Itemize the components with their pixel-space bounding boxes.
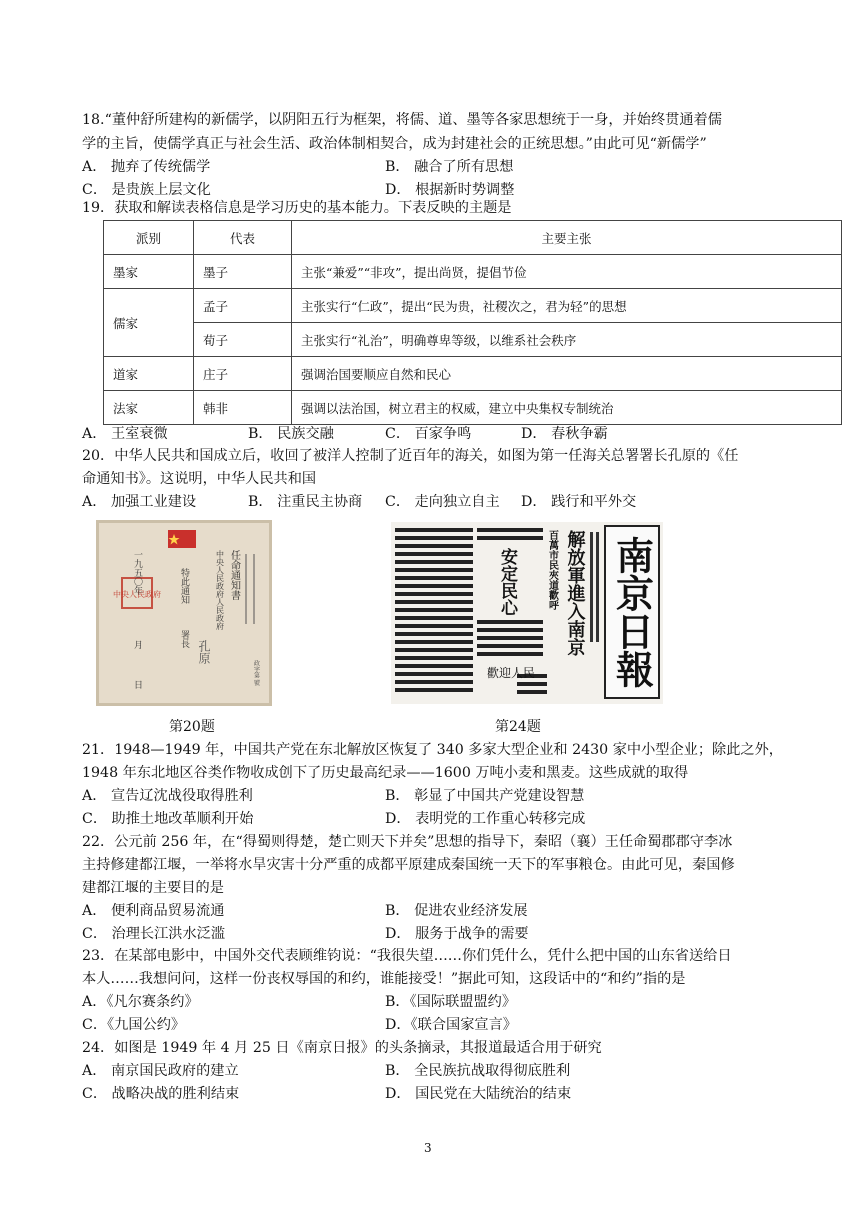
q23-option-d: D．《联合国家宣言》 bbox=[385, 1017, 517, 1033]
q22-option-c: C． 治理长江洪水泛滥 bbox=[82, 926, 226, 942]
q20-stem-line1: 20．中华人民共和国成立后，收回了被洋人控制了近百年的海关，如图为第一任海关总署署长孔原的《任 bbox=[82, 448, 739, 464]
table-cell-person: 韩非 bbox=[194, 391, 292, 425]
table-row bbox=[104, 323, 842, 357]
q24-option-c: C． 战略决战的胜利结束 bbox=[82, 1086, 240, 1102]
q24-stem: 24．如图是 1949 年 4 月 25 日《南京日报》的头条摘录，其报道最适合用于研究 bbox=[82, 1040, 602, 1056]
table-header-school: 派别 bbox=[104, 221, 194, 255]
table-cell-school: 道家 bbox=[104, 357, 194, 391]
table-header-claim: 主要主张 bbox=[292, 221, 842, 255]
q21-option-a: A． 宣告辽沈战役取得胜利 bbox=[82, 788, 253, 804]
table-cell-school: 法家 bbox=[104, 391, 194, 425]
q22-stem-line1: 22．公元前 256 年，在“得蜀则得楚，楚亡则天下并矣”思想的指导下，秦昭（襄）王任命蜀郡郡守李冰 bbox=[82, 834, 733, 850]
q23-stem-line2: 本人……我想问问，这样一份丧权辱国的和约，谁能接受！”据此可知，这段话中的“和约”指的是 bbox=[82, 971, 686, 987]
newspaper-image bbox=[391, 522, 663, 704]
svg-text:安定民心: 安定民心 bbox=[497, 548, 517, 616]
q24-option-d: D． 国民党在大陆统治的结束 bbox=[385, 1086, 572, 1102]
table-cell-person: 墨子 bbox=[194, 255, 292, 289]
q21-option-b: B． 彰显了中国共产党建设智慧 bbox=[385, 788, 585, 804]
q21-option-c: C． 助推土地改革顺利开始 bbox=[82, 811, 254, 827]
table-row bbox=[104, 357, 842, 391]
table-cell-claim: 主张“兼爱”“非攻”，提出尚贤，提倡节俭 bbox=[292, 255, 842, 289]
q21-stem-line1: 21．1948—1949 年，中国共产党在东北解放区恢复了 340 多家大型企业和 2430 家中小型企业；除此之外， bbox=[82, 742, 783, 758]
table-row bbox=[104, 255, 842, 289]
svg-text:中央人民政府: 中央人民政府 bbox=[113, 590, 161, 599]
table-cell-claim: 强调治国要顺应自然和民心 bbox=[292, 357, 842, 391]
q22-option-a: A． 便利商品贸易流通 bbox=[82, 903, 225, 919]
svg-text:一九五〇年: 一九五〇年 bbox=[132, 550, 142, 595]
q19-option-c: C． 百家争鸣 bbox=[385, 426, 472, 442]
appointment-notice-image bbox=[96, 520, 272, 706]
svg-text:中央人民政府人民政府: 中央人民政府人民政府 bbox=[215, 550, 225, 630]
table-cell-claim: 强调以法治国，树立君主的权威，建立中央集权专制统治 bbox=[292, 391, 842, 425]
q18-option-b: B． 融合了所有思想 bbox=[385, 159, 514, 175]
q19-option-b: B． 民族交融 bbox=[248, 426, 334, 442]
q23-option-b: B．《国际联盟盟约》 bbox=[385, 994, 517, 1010]
q19-option-d: D． 春秋争霸 bbox=[521, 426, 608, 442]
svg-text:解放軍進入南京: 解放軍進入南京 bbox=[564, 530, 586, 656]
svg-text:百萬市民夾道歡呼: 百萬市民夾道歡呼 bbox=[546, 530, 558, 610]
schools-table bbox=[103, 220, 842, 425]
newspaper-masthead: 南京日報 bbox=[609, 536, 655, 688]
table-cell-person: 孟子 bbox=[194, 289, 292, 323]
table-header-row bbox=[104, 221, 842, 255]
q18-option-a: A． 抛弃了传统儒学 bbox=[82, 159, 211, 175]
figure-24-caption: 第24题 bbox=[495, 719, 541, 735]
table-cell-school: 墨家 bbox=[104, 255, 194, 289]
svg-text:任命通知書: 任命通知書 bbox=[228, 550, 240, 600]
q23-option-a: A．《凡尔赛条约》 bbox=[82, 994, 199, 1010]
q24-option-b: B． 全民族抗战取得彻底胜利 bbox=[385, 1063, 571, 1079]
svg-text:特此通知: 特此通知 bbox=[179, 568, 189, 604]
q20-option-b: B． 注重民主协商 bbox=[248, 494, 363, 510]
q22-option-d: D． 服务于战争的需要 bbox=[385, 926, 529, 942]
svg-text:署長: 署長 bbox=[179, 630, 189, 648]
q22-stem-line3: 建都江堰的主要目的是 bbox=[82, 880, 224, 896]
q24-option-a: A． 南京国民政府的建立 bbox=[82, 1063, 239, 1079]
q18-option-d: D． 根据新时势调整 bbox=[385, 182, 515, 198]
table-row bbox=[104, 391, 842, 425]
page-number: 3 bbox=[424, 1141, 432, 1155]
q18-stem-line2: 学的主旨，使儒学真正与社会生活、政治体制相契合，成为封建社会的正统思想。”由此可见“新儒学” bbox=[82, 136, 707, 152]
table-row bbox=[104, 289, 842, 323]
q22-stem-line2: 主持修建都江堰，一举将水旱灾害十分严重的成都平原建成秦国统一天下的军事粮仓。由此可见，秦国修 bbox=[82, 857, 735, 873]
svg-text:日: 日 bbox=[132, 680, 142, 689]
q20-option-d: D． 践行和平外交 bbox=[521, 494, 637, 510]
q22-option-b: B． 促进农业经济发展 bbox=[385, 903, 528, 919]
q20-stem-line2: 命通知书》。这说明，中华人民共和国 bbox=[82, 471, 317, 487]
q23-option-c: C．《九国公约》 bbox=[82, 1017, 186, 1033]
q20-option-c: C． 走向独立自主 bbox=[385, 494, 500, 510]
svg-text:月: 月 bbox=[132, 640, 142, 649]
svg-text:歡迎人民: 歡迎人民 bbox=[487, 666, 536, 680]
q18-stem-line1: 18.“董仲舒所建构的新儒学，以阴阳五行为框架，将儒、道、墨等各家思想统于一身，并始终贯通着儒 bbox=[82, 112, 722, 128]
table-cell-claim: 主张实行“仁政”，提出“民为贵，社稷次之，君为轻”的思想 bbox=[292, 289, 842, 323]
q20-option-a: A． 加强工业建设 bbox=[82, 494, 197, 510]
q18-option-c: C． 是贵族上层文化 bbox=[82, 182, 211, 198]
table-cell-person: 庄子 bbox=[194, 357, 292, 391]
table-cell-claim: 主张实行“礼治”，明确尊卑等级，以维系社会秩序 bbox=[292, 323, 842, 357]
q23-stem-line1: 23．在某部电影中，中国外交代表顾维钧说：“我很失望……你们凭什么，凭什么把中国的山东省送给日 bbox=[82, 948, 732, 964]
q21-stem-line2: 1948 年东北地区谷类作物收成创下了历史最高纪录——1600 万吨小麦和黑麦。这些成就的取得 bbox=[82, 765, 689, 781]
q19-stem: 19．获取和解读表格信息是学习历史的基本能力。下表反映的主题是 bbox=[82, 200, 512, 216]
table-header-person: 代表 bbox=[194, 221, 292, 255]
svg-text:孔原: 孔原 bbox=[197, 640, 211, 664]
svg-text:政字第 號: 政字第 號 bbox=[252, 660, 260, 686]
table-cell-person: 荀子 bbox=[194, 323, 292, 357]
q21-option-d: D． 表明党的工作重心转移完成 bbox=[385, 811, 586, 827]
q19-option-a: A． 王室衰微 bbox=[82, 426, 168, 442]
table-cell-school: 儒家 bbox=[104, 289, 194, 357]
figure-20-caption: 第20题 bbox=[169, 719, 215, 735]
